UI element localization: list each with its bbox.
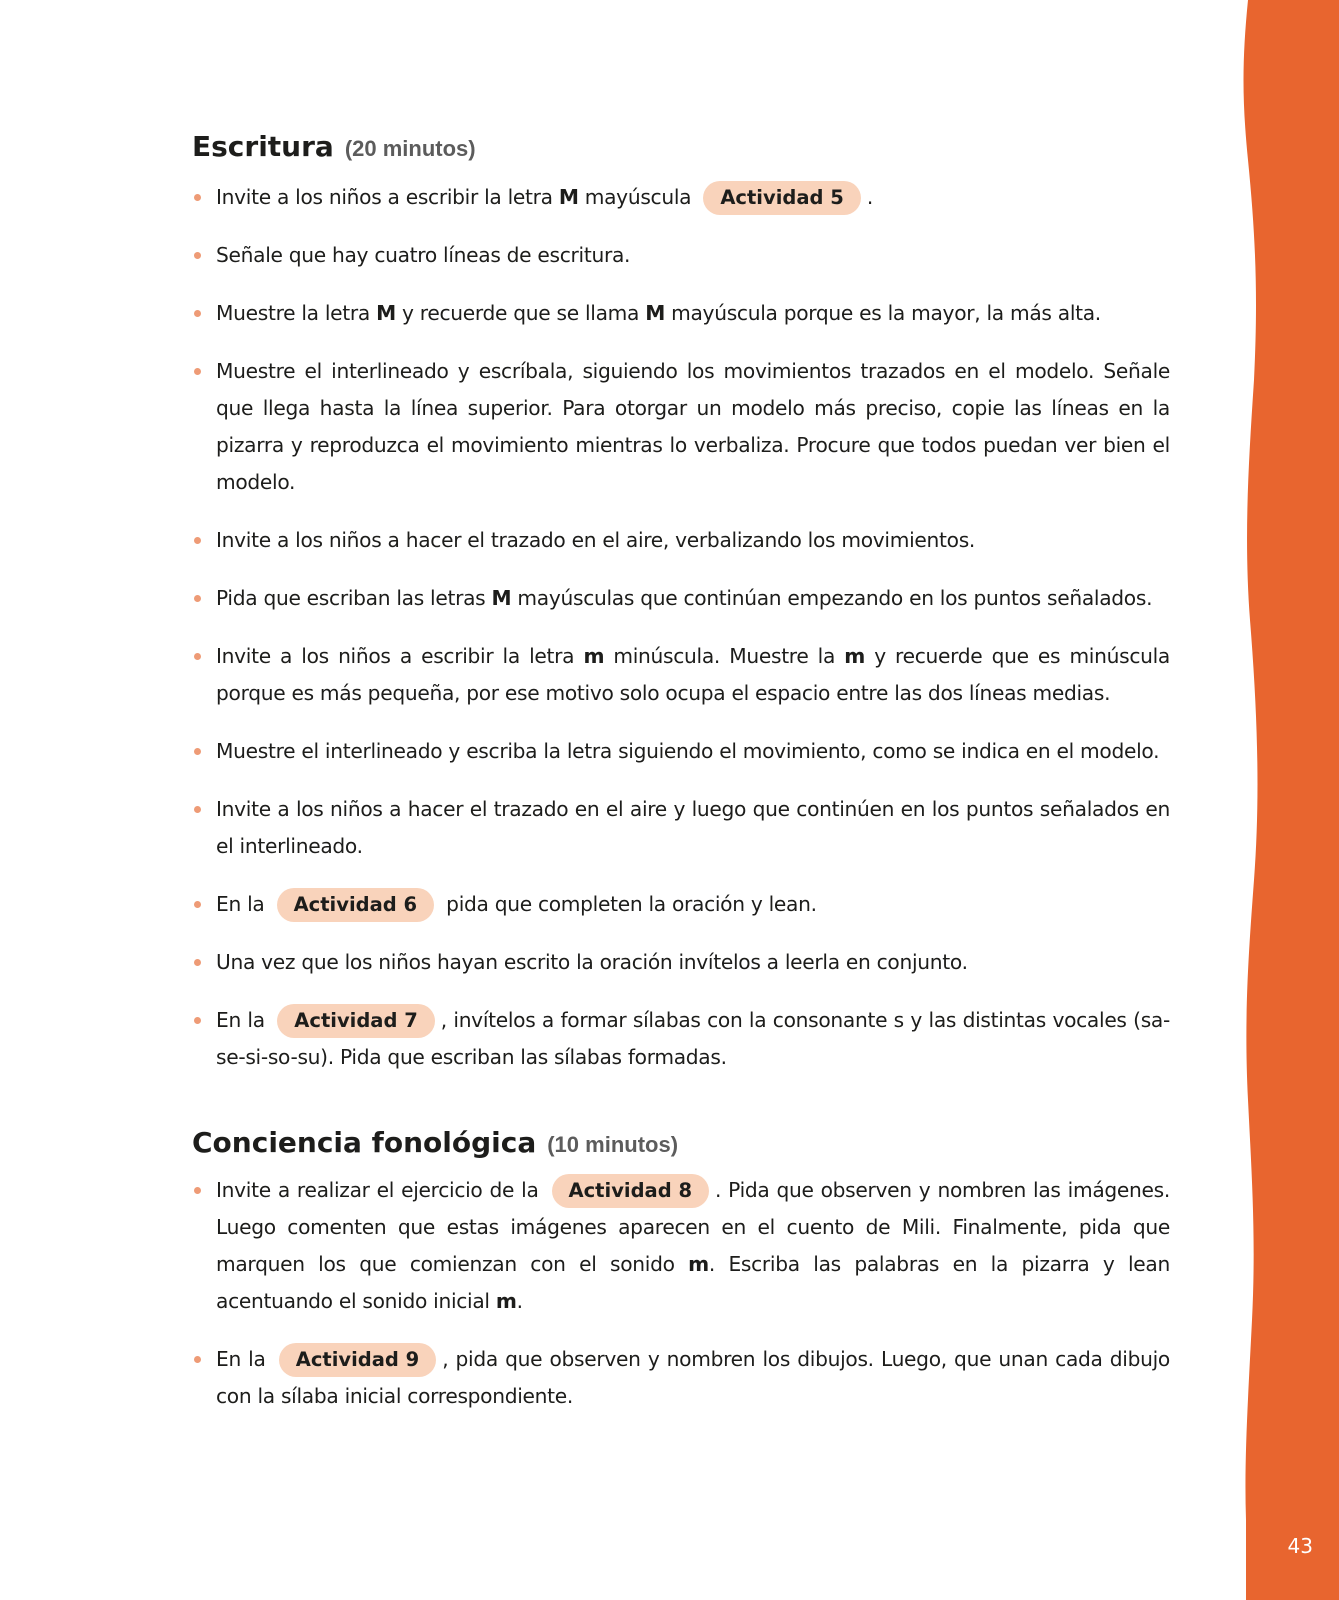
bullet-text: [216, 1347, 1170, 1408]
text-segment: Pida que escriban las letras: [216, 586, 492, 610]
text-segment: minúscula. Muestre la: [604, 644, 845, 668]
text-segment: Invite a los niños a escribir la letra: [216, 644, 584, 668]
section-conciencia-fonologica: [192, 1126, 1170, 1415]
section-duration: (20 minutos): [344, 136, 476, 161]
bullet-text: [216, 739, 1159, 763]
text-segment: y recuerde que es minúscula porque es más pequeña, por ese motivo solo ocupa el espacio entre las dos líneas medias.: [216, 644, 1170, 705]
bold-letter: M: [558, 185, 579, 209]
bullet-item: [192, 580, 1170, 617]
bullet-dot-icon: [194, 901, 201, 908]
text-segment: , pida que observen y nombren los dibujos. Luego, que unan cada dibujo con la sílaba inicial correspondiente.: [216, 1347, 1170, 1408]
bold-letter: m: [844, 644, 865, 668]
text-segment: Invite a los niños a escribir la letra: [216, 185, 559, 209]
bold-letter: m: [688, 1252, 709, 1276]
bullet-item: [192, 237, 1170, 274]
bullet-item: [192, 1341, 1170, 1415]
bullet-dot-icon: [194, 1187, 201, 1194]
bullet-text: [216, 301, 1101, 325]
text-segment: y recuerde que se llama: [395, 301, 646, 325]
bold-letter: M: [645, 301, 665, 325]
page-content: [192, 130, 1170, 1436]
text-segment: mayúscula: [578, 185, 698, 209]
bullet-item: [192, 522, 1170, 559]
activity-badge: Actividad 5: [703, 181, 860, 215]
bullet-text: [216, 185, 873, 209]
text-segment: En la: [216, 1347, 273, 1371]
activity-badge: Actividad 8: [552, 1174, 709, 1208]
bullet-dot-icon: [194, 806, 201, 813]
bullet-text: [216, 892, 817, 916]
text-segment: .: [516, 1289, 523, 1313]
text-segment: Invite a los niños a hacer el trazado en el aire, verbalizando los movimientos.: [216, 528, 976, 552]
text-segment: , invítelos a formar sílabas con la consonante s y las distintas vocales (sa-se-si-so-su). Pida que escriban las sílabas formadas.: [216, 1008, 1170, 1069]
bullet-text: [216, 243, 630, 267]
bullet-dot-icon: [194, 537, 201, 544]
bullet-text: [216, 950, 968, 974]
bullet-dot-icon: [194, 1017, 201, 1024]
page-number: 43: [1287, 1534, 1313, 1558]
bullet-item: [192, 638, 1170, 712]
bullet-item: [192, 886, 1170, 923]
section-heading: [192, 130, 1170, 163]
bullet-dot-icon: [194, 595, 201, 602]
bullet-text: [216, 797, 1170, 858]
text-segment: . Escriba las palabras en la pizarra y lean acentuando el sonido inicial: [216, 1252, 1170, 1313]
bullet-item: [192, 179, 1170, 216]
bullet-item: [192, 1002, 1170, 1076]
section-escritura: [192, 130, 1170, 1076]
bullet-list: [192, 1172, 1170, 1415]
bullet-text: [216, 528, 975, 552]
activity-badge: Actividad 7: [277, 1004, 434, 1038]
bullet-text: [216, 359, 1170, 494]
bold-letter: m: [583, 644, 605, 668]
bullet-text: [216, 1178, 1170, 1313]
bullet-dot-icon: [194, 310, 201, 317]
bullet-text: [216, 1008, 1170, 1069]
bullet-text: [216, 586, 1152, 610]
text-segment: Una vez que los niños hayan escrito la oración invítelos a leerla en conjunto.: [216, 950, 968, 974]
text-segment: En la: [216, 1008, 272, 1032]
bullet-dot-icon: [194, 748, 201, 755]
section-title: Escritura: [192, 130, 334, 163]
bullet-item: [192, 353, 1170, 501]
text-segment: Invite a realizar el ejercicio de la: [216, 1178, 546, 1202]
activity-badge: Actividad 9: [279, 1343, 436, 1377]
bold-letter: M: [491, 586, 512, 610]
bullet-dot-icon: [194, 252, 201, 259]
text-segment: Invite a los niños a hacer el trazado en el aire y luego que continúen en los puntos señalados en el interlineado.: [216, 797, 1170, 858]
bullet-item: [192, 791, 1170, 865]
bullet-item: [192, 1172, 1170, 1320]
text-segment: En la: [216, 892, 271, 916]
bullet-dot-icon: [194, 194, 201, 201]
text-segment: Muestre la letra: [216, 301, 377, 325]
activity-badge: Actividad 6: [277, 888, 434, 922]
text-segment: Muestre el interlineado y escriba la letra siguiendo el movimiento, como se indica en el modelo.: [216, 739, 1160, 763]
bullet-text: [216, 644, 1170, 705]
bullet-dot-icon: [194, 653, 201, 660]
text-segment: Muestre el interlineado y escríbala, siguiendo los movimientos trazados en el modelo. Señale que llega hasta la línea superior. Para otorgar un modelo más preciso, copie las líneas en la pizarra y reproduzca el movimiento mientras lo verbaliza. Procure que todos puedan ver bien el modelo.: [216, 359, 1170, 494]
section-heading: [192, 1126, 1170, 1159]
bold-letter: M: [376, 301, 396, 325]
text-segment: mayúscula porque es la mayor, la más alta.: [665, 301, 1101, 325]
bullet-list: [192, 179, 1170, 1076]
text-segment: Señale que hay cuatro líneas de escritura.: [216, 243, 631, 267]
bullet-item: [192, 944, 1170, 981]
text-segment: pida que completen la oración y lean.: [440, 892, 817, 916]
bullet-dot-icon: [194, 368, 201, 375]
section-duration: (10 minutos): [547, 1132, 679, 1157]
bold-letter: m: [495, 1289, 517, 1313]
bullet-dot-icon: [194, 1356, 201, 1363]
bullet-dot-icon: [194, 959, 201, 966]
text-segment: .: [866, 185, 873, 209]
bullet-item: [192, 295, 1170, 332]
section-title: Conciencia fonológica: [192, 1126, 537, 1159]
bullet-item: [192, 733, 1170, 770]
text-segment: mayúsculas que continúan empezando en los puntos señalados.: [511, 586, 1153, 610]
orange-side-band: [1240, 0, 1339, 1600]
text-segment: . Pida que observen y nombren las imágenes. Luego comenten que estas imágenes aparecen en el cuento de Mili. Finalmente, pida que marquen los que comienzan con el sonido: [216, 1178, 1170, 1276]
